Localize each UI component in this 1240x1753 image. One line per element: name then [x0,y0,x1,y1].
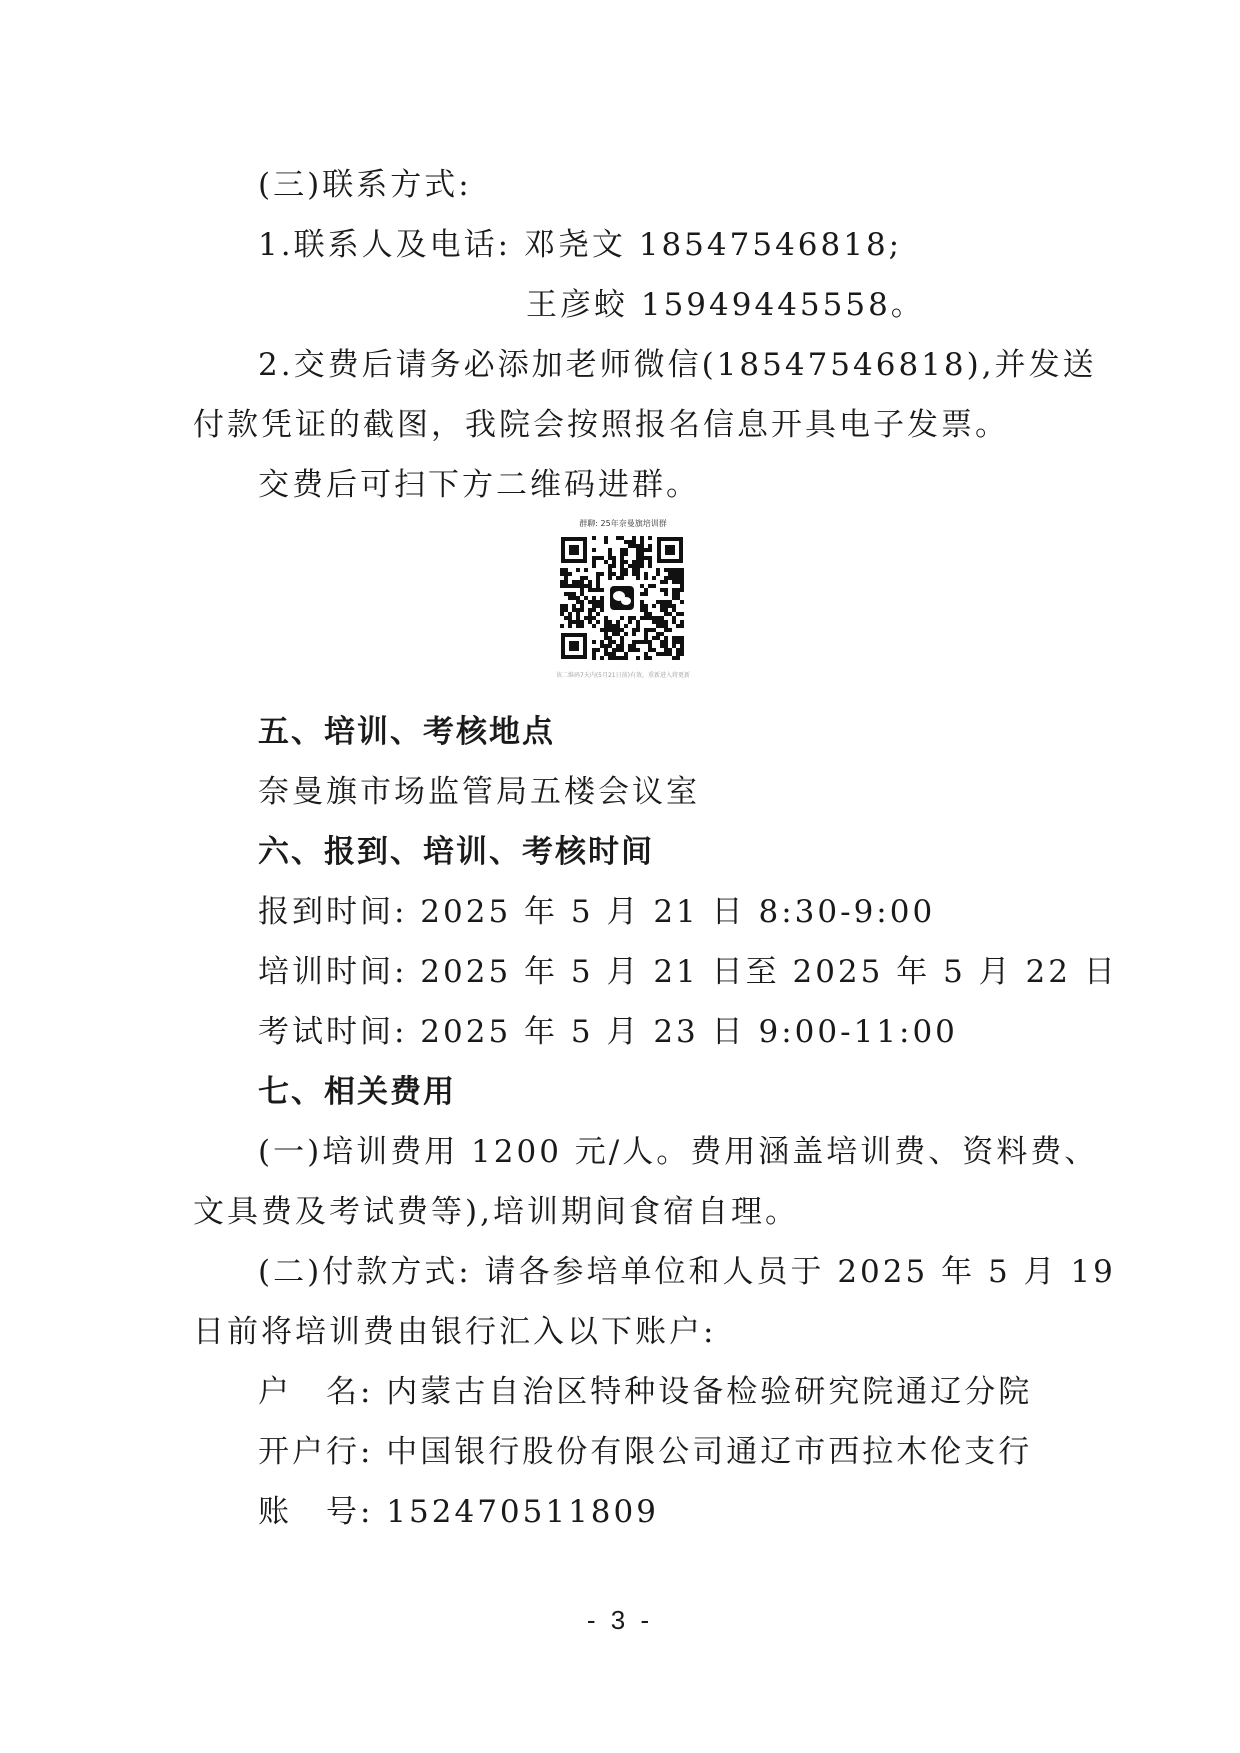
fee-line-1: (一)培训费用 1200 元/人。费用涵盖培训费、资料费、 [258,1134,1099,1170]
account-name: 户 名: 内蒙古自治区特种设备检验研究院通辽分院 [258,1374,1033,1410]
contact-heading: (三)联系方式: [258,167,472,203]
qr-caption: 该二维码7天内(5月21日前)有效，重新进入将更新 [556,672,690,679]
wechat-note-line-1: 2.交费后请务必添加老师微信(18547546818),并发送 [258,347,1097,383]
section-6-heading: 六、报到、培训、考核时间 [258,834,654,870]
payment-line-2: 日前将培训费由银行汇入以下账户: [193,1314,717,1350]
page-number: - 3 - [586,1605,654,1635]
checkin-time: 报到时间: 2025 年 5 月 21 日 8:30-9:00 [258,894,936,930]
qr-hint: 交费后可扫下方二维码进群。 [258,467,700,503]
training-location: 奈曼旗市场监管局五楼会议室 [258,774,700,810]
training-time: 培训时间: 2025 年 5 月 21 日至 2025 年 5 月 22 日 [258,954,1118,990]
fee-line-2: 文具费及考试费等),培训期间食宿自理。 [193,1194,799,1230]
qr-block [548,518,698,683]
qr-code[interactable] [560,536,684,660]
contact-person-2: 王彦蛟 15949445558。 [526,287,925,323]
bank-name: 开户行: 中国银行股份有限公司通辽市西拉木伦支行 [258,1434,1033,1470]
qr-group-name: 群聊: 25年奈曼旗培训群 [579,519,667,528]
account-number: 账 号: 152470511809 [258,1494,659,1530]
contact-person-1: 1.联系人及电话: 邓尧文 18547546818; [258,227,903,263]
payment-line-1: (二)付款方式: 请各参培单位和人员于 2025 年 5 月 19 [258,1254,1116,1290]
exam-time: 考试时间: 2025 年 5 月 23 日 9:00-11:00 [258,1014,958,1050]
section-7-heading: 七、相关费用 [258,1074,456,1110]
section-5-heading: 五、培训、考核地点 [258,714,555,750]
wechat-note-line-2: 付款凭证的截图，我院会按照报名信息开具电子发票。 [193,407,1009,443]
wechat-icon [608,584,636,612]
